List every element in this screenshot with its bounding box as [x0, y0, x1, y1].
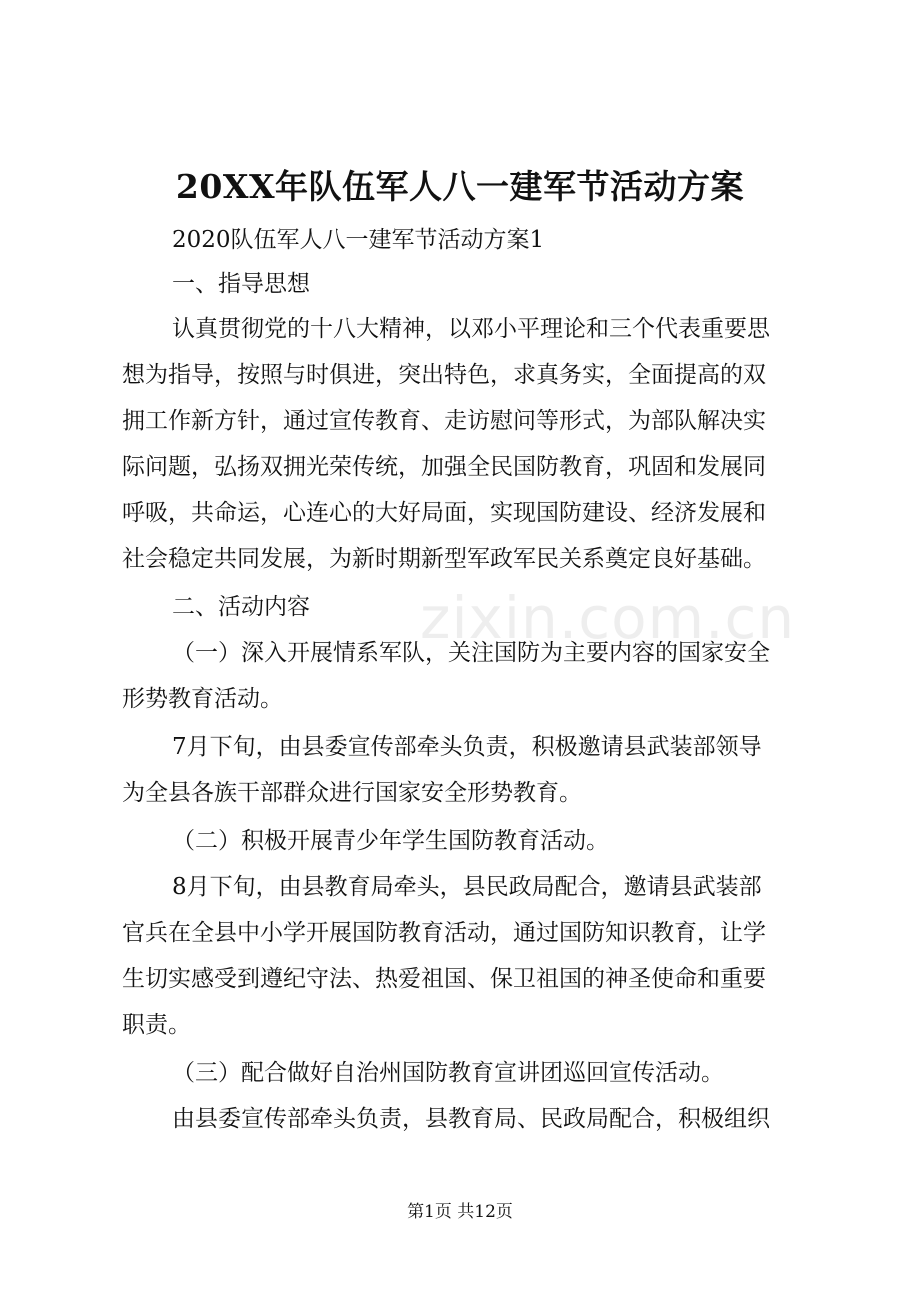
section-heading-activity-content: 二、活动内容	[172, 594, 310, 620]
document-subtitle: 2020队伍军人八一建军节活动方案1	[172, 227, 545, 253]
document-title: 20XX年队伍军人八一建军节活动方案	[175, 167, 745, 206]
paragraph-line: 认真贯彻党的十八大精神，以邓小平理论和三个代表重要思	[172, 316, 770, 342]
item-heading: （一）深入开展情系军队，关注国防为主要内容的国家安全	[172, 640, 770, 666]
section-heading-guiding-ideology: 一、指导思想	[172, 271, 310, 297]
watermark: zixin.com.cn	[420, 584, 796, 652]
paragraph-line: 呼吸，共命运，心连心的大好局面，实现国防建设、经济发展和	[122, 500, 766, 526]
paragraph-line: 职责。	[122, 1012, 191, 1038]
paragraph-line: 官兵在全县中小学开展国防教育活动，通过国防知识教育，让学	[122, 920, 766, 946]
paragraph-line: 8月下旬，由县教育局牵头，县民政局配合，邀请县武装部	[172, 874, 762, 900]
item-heading: （二）积极开展青少年学生国防教育活动。	[172, 828, 609, 854]
page-number-footer: 第1页 共12页	[407, 1202, 513, 1222]
item-heading: 形势教育活动。	[122, 686, 283, 712]
paragraph-line: 生切实感受到遵纪守法、热爱祖国、保卫祖国的神圣使命和重要	[122, 966, 766, 992]
paragraph-line: 为全县各族干部群众进行国家安全形势教育。	[122, 780, 582, 806]
item-heading: （三）配合做好自治州国防教育宣讲团巡回宣传活动。	[172, 1060, 724, 1086]
paragraph-line: 7月下旬，由县委宣传部牵头负责，积极邀请县武装部领导	[172, 734, 762, 760]
paragraph-line: 拥工作新方针，通过宣传教育、走访慰问等形式，为部队解决实	[122, 408, 766, 434]
paragraph-line: 社会稳定共同发展，为新时期新型军政军民关系奠定良好基础。	[122, 546, 766, 572]
paragraph-line: 想为指导，按照与时俱进，突出特色，求真务实，全面提高的双	[122, 362, 766, 388]
paragraph-line: 由县委宣传部牵头负责，县教育局、民政局配合，积极组织	[172, 1106, 770, 1132]
paragraph-line: 际问题，弘扬双拥光荣传统，加强全民国防教育，巩固和发展同	[122, 454, 766, 480]
